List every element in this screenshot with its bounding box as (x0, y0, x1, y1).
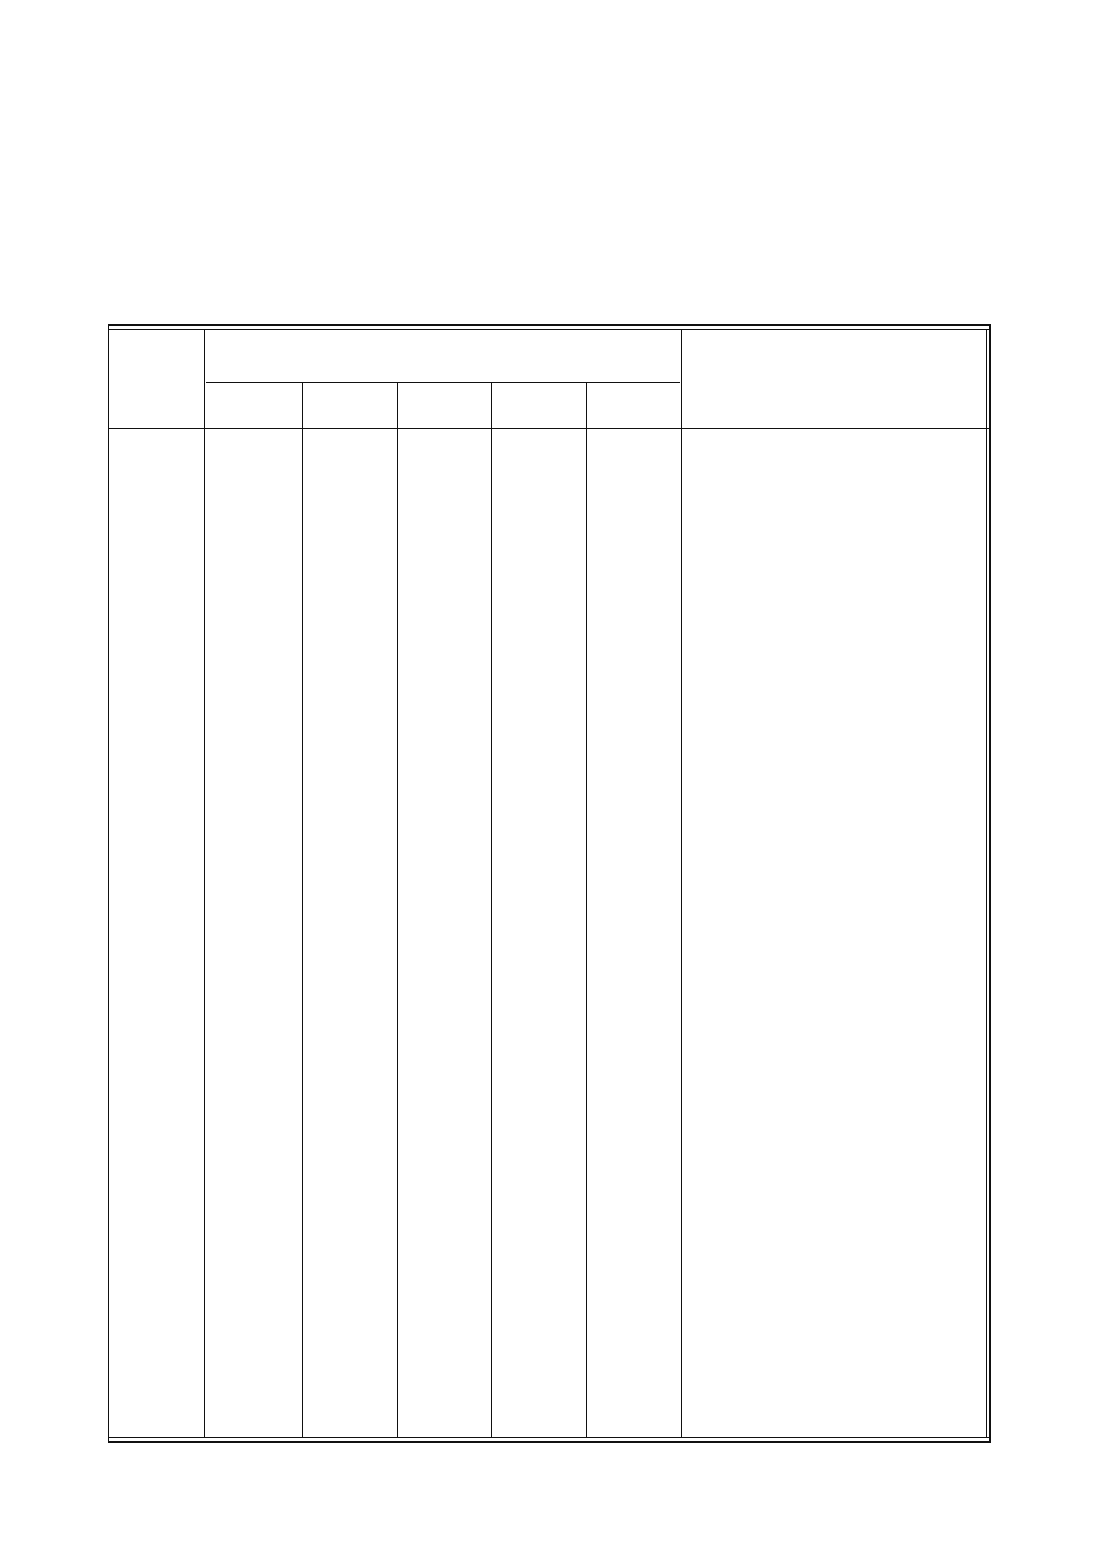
table-bottom-rule (108, 1441, 990, 1443)
col-rule (302, 382, 303, 1438)
col-rule (204, 330, 205, 1438)
table-top-rule (108, 324, 990, 326)
value-group-rule (206, 382, 680, 383)
col-rule (586, 382, 587, 1438)
frame-left (108, 324, 109, 1443)
header-bottom-rule (108, 428, 990, 429)
col-rule (491, 382, 492, 1438)
table-top-rule-inner (108, 329, 990, 330)
col-rule (397, 382, 398, 1438)
frame-right-outer (989, 324, 991, 1443)
col-rule (681, 330, 682, 1438)
frame-right (986, 330, 987, 1438)
table-bottom-rule-inner (108, 1437, 990, 1438)
